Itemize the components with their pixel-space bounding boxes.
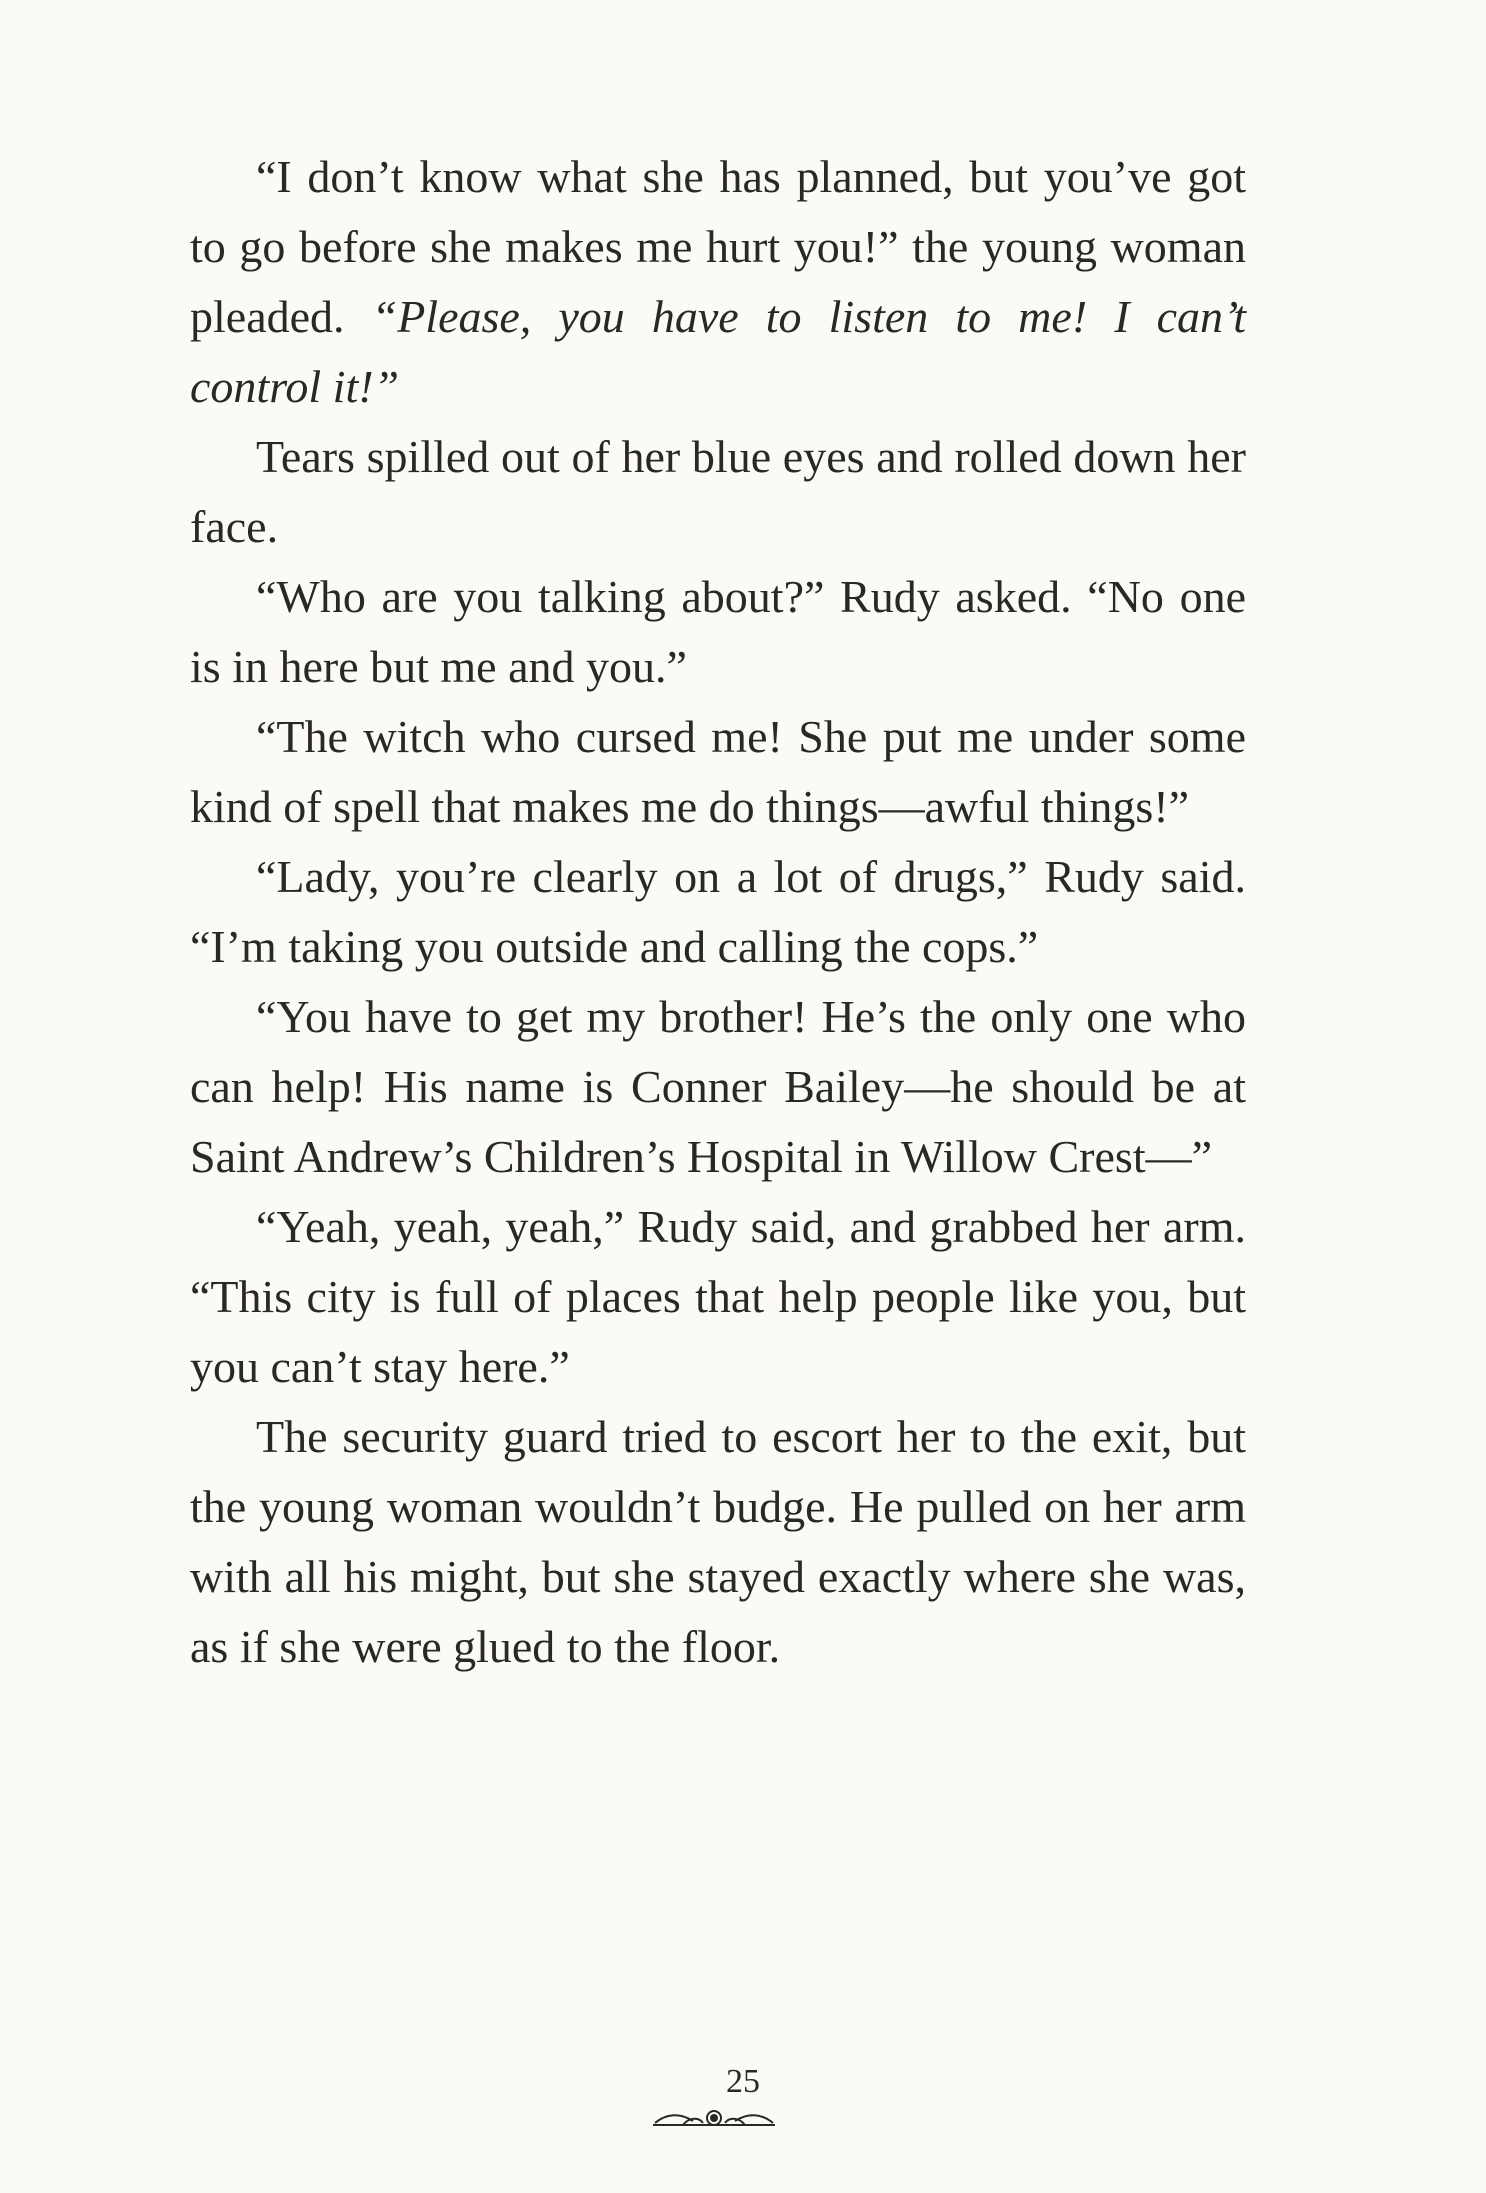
paragraph (190, 702, 1246, 842)
page-number: 25 (726, 2063, 760, 2100)
paragraph-text: “Who are you talking about?” Rudy asked. “No one is in here but me and you.” (190, 571, 1246, 692)
paragraph-italic-text: “Please, you have to listen to me! I can’t control it!” (190, 291, 1247, 412)
body-text (190, 142, 1246, 1682)
decorative-flourish-icon (653, 2107, 775, 2129)
paragraph (190, 422, 1246, 562)
paragraph (190, 842, 1246, 982)
paragraph (190, 982, 1246, 1192)
paragraph-text: “You have to get my brother! He’s the only one who can help! His name is Conner Bailey—he should be at Saint Andrew’s Children’s Hospital in Willow Crest—” (190, 991, 1246, 1182)
paragraph (190, 1402, 1246, 1682)
paragraph-text: The security guard tried to escort her to the exit, but the young woman wouldn’t budge. He pulled on her arm with all his might, but she stayed exactly where she was, as if she were glued to the floor. (190, 1411, 1246, 1672)
paragraph-text: “Lady, you’re clearly on a lot of drugs,” Rudy said. “I’m taking you outside and calling the cops.” (190, 851, 1246, 972)
paragraph-text: “The witch who cursed me! She put me under some kind of spell that makes me do things—awful things!” (190, 711, 1246, 832)
paragraph-text: “Yeah, yeah, yeah,” Rudy said, and grabbed her arm. “This city is full of places that help people like you, but you can’t stay here.” (190, 1201, 1246, 1392)
paragraph (190, 1192, 1246, 1402)
paragraph (190, 142, 1246, 422)
paragraph-text: “I don’t know what she has planned, but you’ve got to go before she makes me hurt you!” the young woman pleaded. (190, 151, 1246, 342)
paragraph (190, 562, 1246, 702)
paragraph-text: Tears spilled out of her blue eyes and rolled down her face. (190, 431, 1246, 552)
